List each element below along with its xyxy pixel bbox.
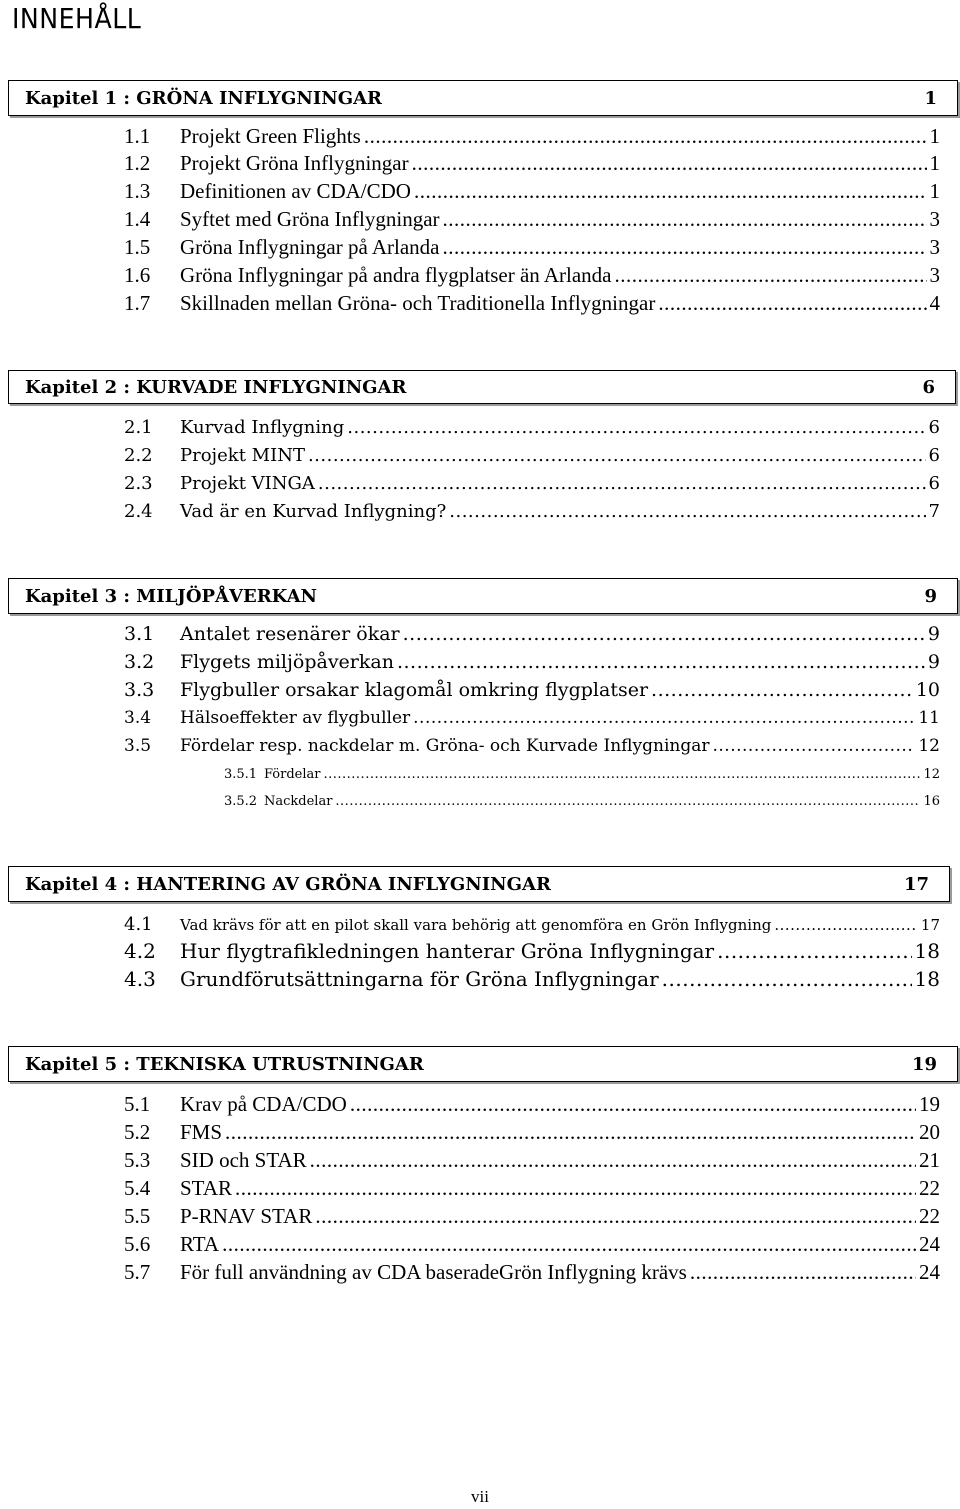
toc-entry-1-1[interactable] [124,124,940,149]
toc-entry-4-3[interactable] [124,967,940,991]
toc-entry-1-3[interactable] [124,179,940,204]
toc-entry-3-4[interactable] [124,708,940,728]
entry-title: Hur flygtrafikledningen hanterar Gröna Inflygningar [180,939,715,963]
page-number: vii [471,1487,489,1506]
entry-title: Gröna Inflygningar på Arlanda [180,235,440,259]
dot-leader [308,445,926,466]
toc-entry-1-7[interactable] [124,291,940,316]
entry-number: 4.1 [124,914,153,935]
entry-page: 3 [929,235,940,259]
entry-title: Vad är en Kurvad Inflygning? [180,501,447,522]
entry-number: 3.5 [124,736,152,756]
chapter-title: Kapitel 3 : MILJÖPÅVERKAN [25,585,317,607]
dot-leader [335,794,920,809]
entry-number: 3.2 [124,651,155,673]
chapter-title: Kapitel 1 : GRÖNA INFLYGNINGAR [25,87,383,109]
entry-title: SID och STAR [180,1148,307,1172]
dot-leader [449,501,925,522]
entry-number: 4.2 [124,939,156,963]
entry-number: 1.3 [124,179,151,203]
toc-entry-2-3[interactable] [124,473,940,494]
toc-entry-5-5[interactable] [124,1204,940,1229]
chapter-heading-4[interactable] [8,866,950,902]
toc-entry-1-4[interactable] [124,207,940,232]
entry-page: 12 [918,736,940,756]
chapter-title: Kapitel 2 : KURVADE INFLYGNINGAR [25,376,407,398]
toc-entry-3-5[interactable] [124,736,940,756]
chapter-heading-3[interactable] [8,578,958,614]
entry-title: STAR [180,1176,232,1200]
entry-number: 1.6 [124,263,151,287]
dot-leader [413,708,915,728]
entry-number: 3.4 [124,708,152,728]
entry-title: Definitionen av CDA/CDO [180,179,411,203]
entry-number: 2.2 [124,445,153,466]
entry-page: 18 [914,967,940,991]
chapter-page: 1 [924,87,937,109]
entry-page: 1 [929,179,940,203]
entry-number: 5.5 [124,1204,151,1228]
dot-leader [315,1204,916,1229]
entry-page: 20 [919,1120,940,1144]
toc-entry-5-6[interactable] [124,1232,940,1257]
entry-title: Skillnaden mellan Gröna- och Traditionella Inflygningar [180,291,656,315]
entry-number: 1.7 [124,291,151,315]
entry-page: 24 [919,1232,940,1256]
entry-title: FMS [180,1120,223,1144]
entry-title: P-RNAV STAR [180,1204,313,1228]
entry-page: 12 [923,767,940,782]
entry-page: 9 [927,623,940,645]
toc-entry-2-1[interactable] [124,417,940,438]
entry-title: RTA [180,1232,220,1256]
toc-entry-2-2[interactable] [124,445,940,466]
dot-leader [774,916,918,934]
entry-page: 6 [928,417,940,438]
entry-title: Krav på CDA/CDO [180,1092,347,1116]
entry-number: 4.3 [124,967,156,991]
entry-title: Fördelar [264,767,321,782]
toc-entry-5-1[interactable] [124,1092,940,1117]
entry-page: 6 [928,473,940,494]
entry-title: Gröna Inflygningar på andra flygplatser än Arlanda [180,263,612,287]
entry-number: 2.1 [124,417,153,438]
entry-number: 1.4 [124,207,151,231]
entry-page: 1 [929,124,940,148]
entry-title: Projekt MINT [180,445,305,466]
entry-number: 3.5.1 [224,767,258,782]
chapter-heading-1[interactable] [8,80,958,116]
entry-number: 5.4 [124,1176,151,1200]
toc-entry-5-3[interactable] [124,1148,940,1173]
toc-entry-4-1[interactable] [124,914,940,935]
chapter-page: 19 [911,1053,937,1075]
entry-title: Vad krävs för att en pilot skall vara behörig att genomföra en Grön Inflygning [180,916,772,934]
entry-title: Kurvad Inflygning [180,417,345,438]
dot-leader [443,207,927,232]
entry-number: 3.1 [124,623,155,645]
chapter-page: 6 [922,376,935,398]
dot-leader [658,291,926,316]
toc-entry-5-4[interactable] [124,1176,940,1201]
dot-leader [347,417,925,438]
entry-page: 3 [929,263,940,287]
entry-page: 16 [923,794,940,809]
entry-title: Flygets miljöpåverkan [180,651,394,673]
entry-title: Projekt Green Flights [180,124,361,148]
entry-title: Fördelar resp. nackdelar m. Gröna- och Kurvade Inflygningar [180,736,710,756]
dot-leader [397,651,925,673]
entry-number: 5.2 [124,1120,151,1144]
chapter-heading-2[interactable] [8,370,956,404]
dot-leader [364,124,927,149]
entry-title: Projekt Gröna Inflygningar [180,151,409,175]
entry-page: 22 [919,1204,940,1228]
toc-entry-3-2[interactable] [124,651,940,673]
dot-leader [651,679,913,701]
dot-leader [350,1092,916,1117]
dot-leader [318,473,926,494]
toc-entry-5-7[interactable] [124,1260,940,1285]
dot-leader [225,1120,916,1145]
entry-page: 10 [915,679,940,701]
chapter-title: Kapitel 5 : TEKNISKA UTRUSTNINGAR [25,1053,424,1075]
entry-title: Projekt VINGA [180,473,315,494]
entry-title: Nackdelar [264,794,333,809]
dot-leader [662,967,912,991]
dot-leader [615,263,927,288]
chapter-heading-5[interactable] [8,1046,958,1082]
entry-page: 6 [928,445,940,466]
toc-entry-5-2[interactable] [124,1120,940,1145]
page-title: INNEHÅLL [12,2,142,35]
entry-title: För full användning av CDA baseradeGrön Inflygning krävs [180,1260,687,1284]
dot-leader [324,767,921,782]
entry-number: 5.1 [124,1092,151,1116]
dot-leader [713,736,916,756]
toc-entry-3-3[interactable] [124,679,940,701]
entry-number: 1.1 [124,124,151,148]
entry-page: 9 [927,651,940,673]
entry-title: Antalet resenärer ökar [180,623,400,645]
entry-number: 2.4 [124,501,153,522]
entry-page: 18 [914,939,940,963]
toc-entry-1-5[interactable] [124,235,940,260]
entry-page: 3 [929,207,940,231]
entry-page: 24 [919,1260,940,1284]
toc-entry-3-5-2[interactable] [224,794,940,809]
entry-page: 19 [919,1092,940,1116]
entry-page: 21 [919,1148,940,1172]
dot-leader [414,179,927,204]
dot-leader [403,623,925,645]
entry-number: 5.3 [124,1148,151,1172]
toc-entry-3-5-1[interactable] [224,767,940,782]
toc-entry-1-2[interactable] [124,151,940,176]
entry-page: 17 [920,916,940,934]
entry-title: Flygbuller orsakar klagomål omkring flygplatser [180,679,649,701]
entry-title: Syftet med Gröna Inflygningar [180,207,440,231]
toc-entry-1-6[interactable] [124,263,940,288]
entry-number: 3.5.2 [224,794,258,809]
entry-page: 11 [918,708,940,728]
entry-page: 22 [919,1176,940,1200]
entry-page: 7 [928,501,940,522]
entry-title: Grundförutsättningarna för Gröna Inflygningar [180,967,659,991]
entry-number: 2.3 [124,473,153,494]
dot-leader [222,1232,916,1257]
entry-title: Hälsoeffekter av flygbuller [180,708,411,728]
chapter-title: Kapitel 4 : HANTERING AV GRÖNA INFLYGNINGAR [25,873,551,895]
dot-leader [443,235,927,260]
toc-entry-4-2[interactable] [124,939,940,963]
dot-leader [235,1176,916,1201]
dot-leader [717,939,911,963]
entry-page: 4 [929,291,940,315]
entry-number: 1.2 [124,151,151,175]
toc-entry-3-1[interactable] [124,623,940,645]
dot-leader [412,151,927,176]
entry-page: 1 [929,151,940,175]
entry-number: 5.6 [124,1232,151,1256]
dot-leader [310,1148,916,1173]
dot-leader [690,1260,916,1285]
entry-number: 1.5 [124,235,151,259]
entry-number: 5.7 [124,1260,151,1284]
chapter-page: 17 [903,873,929,895]
chapter-page: 9 [924,585,937,607]
toc-entry-2-4[interactable] [124,501,940,522]
entry-number: 3.3 [124,679,155,701]
